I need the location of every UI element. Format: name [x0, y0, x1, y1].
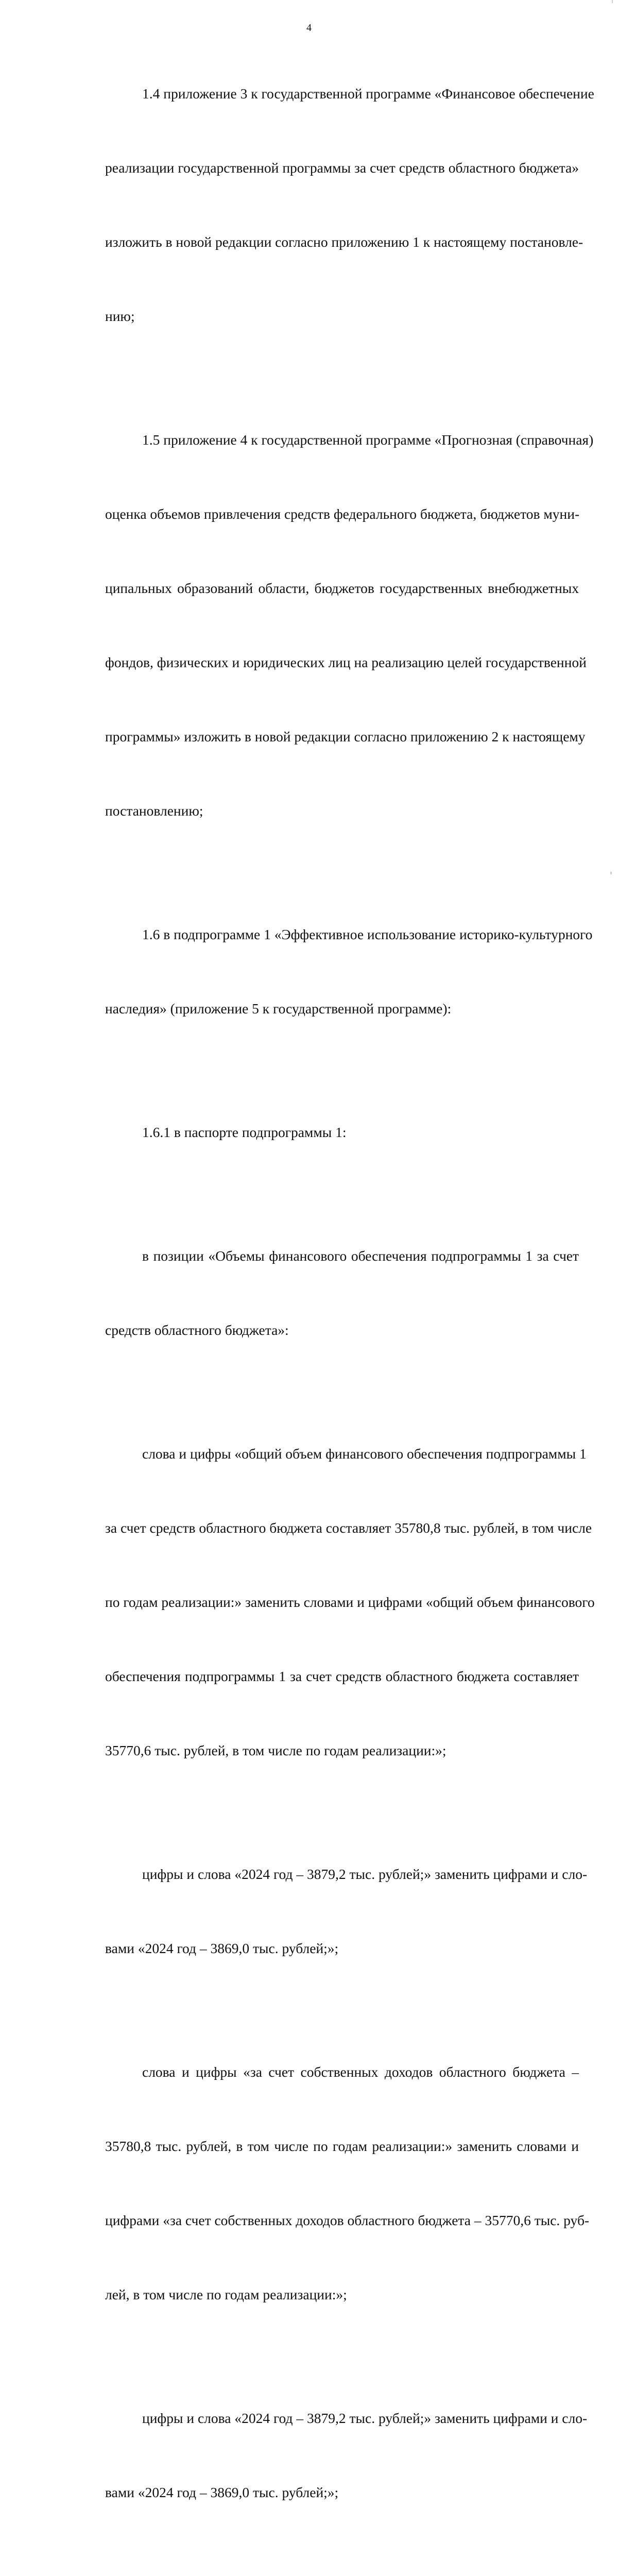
paragraph-1-5 — [68, 378, 594, 873]
text-line: 1.4 приложение 3 к государственной программе «Финансовое обеспечение — [142, 86, 594, 101]
scan-artifact-top-right — [612, 0, 613, 3]
paragraph-1-6-1 — [68, 1071, 579, 1194]
scan-artifact-bottom-right — [610, 872, 612, 874]
text-line: лей, в том числе по годам реализации:»; — [105, 2286, 347, 2302]
text-line: цифрами «за счет собственных доходов областного бюджета – 35770,6 тыс. руб- — [105, 2212, 590, 2228]
text-line: в позиции «Объемы финансового обеспечения подпрограммы 1 за счет — [142, 1248, 579, 1264]
text-line: слова и цифры «общий объем финансового обеспечения подпрограммы 1 — [142, 1446, 587, 1462]
text-line: изложить в новой редакции согласно приложению 1 к настоящему постановле- — [105, 234, 583, 250]
text-line: 1.6 в подпрограмме 1 «Эффективное использование историко-культурного — [142, 926, 593, 942]
document-body — [68, 32, 595, 2576]
text-line: постановлению; — [105, 803, 203, 819]
text-line: вами «2024 год – 3869,0 тыс. рублей;»; — [105, 1940, 339, 1956]
page-number: 4 — [306, 22, 312, 33]
paragraph-position — [68, 1194, 579, 1392]
paragraph-1-6 — [68, 873, 593, 1071]
text-line: нию; — [105, 308, 135, 324]
text-line: обеспечения подпрограммы 1 за счет средств областного бюджета составляет — [105, 1668, 579, 1684]
text-line: 35770,6 тыс. рублей, в том числе по годам реализации:»; — [105, 1742, 447, 1758]
text-line: фондов, физических и юридических лиц на реализацию целей государственной — [105, 654, 587, 670]
text-line: 1.6.1 в паспорте подпрограммы 1: — [142, 1124, 347, 1140]
text-line: цифры и слова «2024 год – 3879,2 тыс. рублей;» заменить цифрами и сло- — [142, 1866, 588, 1882]
text-line: 35780,8 тыс. рублей, в том числе по годам реализации:» заменить словами и — [105, 2138, 579, 2154]
text-line: 1.5 приложение 4 к государственной программе «Прогнозная (справочная) — [142, 432, 594, 448]
paragraph-digits-2 — [68, 2357, 588, 2554]
text-line: средств областного бюджета»: — [105, 1322, 289, 1338]
paragraph-1-6-2 — [68, 2554, 579, 2576]
paragraph-words-1 — [68, 1392, 595, 1812]
text-line: реализации государственной программы за счет средств областного бюджета» — [105, 160, 579, 176]
text-line: за счет средств областного бюджета составляет 35780,8 тыс. рублей, в том числе — [105, 1520, 592, 1536]
paragraph-digits-1 — [68, 1812, 588, 2010]
text-line: вами «2024 год – 3869,0 тыс. рублей;»; — [105, 2484, 339, 2500]
text-line: цифры и слова «2024 год – 3879,2 тыс. рублей;» заменить цифрами и сло- — [142, 2410, 588, 2426]
text-line: программы» изложить в новой редакции согласно приложению 2 к настоящему — [105, 728, 586, 744]
text-line: ципальных образований области, бюджетов государственных внебюджетных — [105, 580, 579, 596]
text-line: наследия» (приложение 5 к государственной программе): — [105, 1001, 452, 1016]
text-line: оценка объемов привлечения средств федерального бюджета, бюджетов муни- — [105, 506, 580, 522]
paragraph-1-4 — [68, 32, 594, 378]
text-line: по годам реализации:» заменить словами и цифрами «общий объем финансового — [105, 1594, 595, 1610]
paragraph-words-2 — [68, 2010, 590, 2357]
text-line: слова и цифры «за счет собственных доходов областного бюджета – — [142, 2064, 579, 2080]
